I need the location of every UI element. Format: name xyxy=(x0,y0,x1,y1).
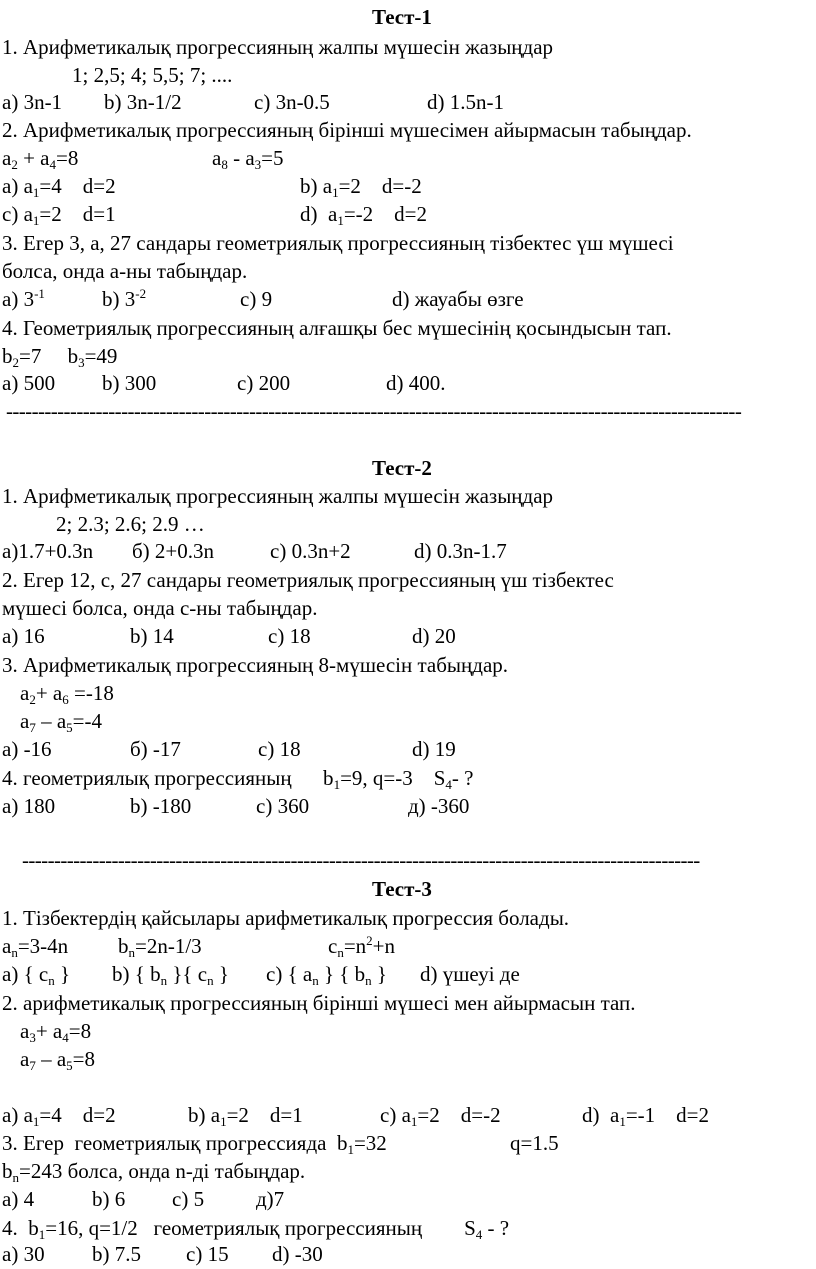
test1-q1-sequence: 1; 2,5; 4; 5,5; 7; .... xyxy=(72,63,233,87)
test1-q2-text: 2. Арифметикалық прогрессияның бірінші мүшесімен айырмасын табыңдар. xyxy=(2,118,692,142)
test2-q2-option-d[interactable]: d) 20 xyxy=(412,624,456,648)
test2-q3-option-d[interactable]: d) 19 xyxy=(412,737,456,761)
test3-title: Тест-3 xyxy=(372,877,432,901)
test1-q2-option-b[interactable]: b) $a_1=2$ d=-2 xyxy=(300,174,422,200)
test3-q2-option-d[interactable]: d) $a_1=-1$ d=2 xyxy=(582,1103,710,1129)
test3-q2-option-a[interactable]: a) $a_1=4$ d=2 xyxy=(2,1103,116,1129)
test2-title: Тест-2 xyxy=(372,456,432,480)
test2-q3-condition-1: $a_2+ a_6 =-18$ xyxy=(20,681,114,707)
test3-q1-option-c[interactable]: c) { $a_n$ } { $b_n$ } xyxy=(266,962,387,988)
test1-q3-text-2: болса, онда a-ны табыңдар. xyxy=(2,259,248,283)
test2-q3-option-a[interactable]: a) -16 xyxy=(2,737,52,761)
test3-q3-option-c[interactable]: c) 5 xyxy=(172,1187,205,1211)
test2-q3-option-b[interactable]: б) -17 xyxy=(130,737,181,761)
test2-q1-option-d[interactable]: d) 0.3n-1.7 xyxy=(414,539,507,563)
test2-q3-option-c[interactable]: c) 18 xyxy=(258,737,301,761)
test1-q3-text-1: 3. Егер 3, a, 27 сандары геометриялық прогрессияның тізбектес үш мүшесі xyxy=(2,231,674,255)
test3-q3-option-b[interactable]: b) 6 xyxy=(92,1187,126,1211)
test2-q2-option-c[interactable]: c) 18 xyxy=(268,624,311,648)
test3-q1-sequence-c: $c_n=n^2+n$ xyxy=(328,933,396,960)
test2-q2-text-2: мүшесі болса, онда c-ны табыңдар. xyxy=(2,596,318,620)
test3-q2-condition-2: $a_7 - a_5=8$ xyxy=(20,1047,95,1073)
test1-q1-option-a[interactable]: a) 3n-1 xyxy=(2,90,63,114)
test3-q2-option-c[interactable]: c) $a_1=2$ d=-2 xyxy=(380,1103,501,1129)
separator-2: ---------------------------------------------------------------------------------------------------------- xyxy=(22,848,700,872)
test1-q1-option-b[interactable]: b) 3n-1/2 xyxy=(104,90,182,114)
test1-q4-option-d[interactable]: d) 400. xyxy=(386,371,446,395)
test3-q2-condition-1: $a_3+ a_4=8$ xyxy=(20,1019,92,1045)
test3-q1-option-d[interactable]: d) үшеуі де xyxy=(420,962,520,986)
test1-q4-condition: $b_2=7$ $b_3=49$ xyxy=(2,344,118,370)
test3-q3-ratio: q=1.5 xyxy=(510,1131,559,1155)
test1-q2-option-a[interactable]: a) $a_1=4$ d=2 xyxy=(2,174,116,200)
test1-q4-option-a[interactable]: a) 500 xyxy=(2,371,56,395)
test3-q1-sequence-a: $a_n=3-4n$ xyxy=(2,934,69,960)
test2-q2-option-a[interactable]: a) 16 xyxy=(2,624,45,648)
test1-q4-text: 4. Геометриялық прогрессияның алғашқы бес мүшесінің қосындысын тап. xyxy=(2,316,672,340)
test2-q1-sequence: 2; 2.3; 2.6; 2.9 … xyxy=(56,512,205,536)
test2-q1-option-a[interactable]: a)1.7+0.3n xyxy=(2,539,94,563)
test2-q1-option-c[interactable]: c) 0.3n+2 xyxy=(270,539,351,563)
test1-q4-option-c[interactable]: c) 200 xyxy=(237,371,291,395)
separator-1: ------------------------------------------------------------------------------------------------------------------- xyxy=(6,399,742,423)
test1-q2-option-c[interactable]: c) $a_1=2$ d=1 xyxy=(2,202,116,228)
test3-q4-option-c[interactable]: c) 15 xyxy=(186,1242,229,1266)
test2-q4-option-a[interactable]: a) 180 xyxy=(2,794,56,818)
test1-q1-text: 1. Арифметикалық прогрессияның жалпы мүшесін жазыңдар xyxy=(2,35,554,59)
test1-q2-condition-1: $a_2 + a_4=8$ xyxy=(2,146,79,172)
test1-q2-option-d[interactable]: d) $a_1=-2$ d=2 xyxy=(300,202,428,228)
test2-q1-option-b[interactable]: б) 2+0.3n xyxy=(132,539,215,563)
test3-q4-option-d[interactable]: d) -30 xyxy=(272,1242,323,1266)
test2-q4-option-c[interactable]: c) 360 xyxy=(256,794,310,818)
test1-q3-option-c[interactable]: c) 9 xyxy=(240,287,273,311)
test1-q1-option-c[interactable]: c) 3n-0.5 xyxy=(254,90,330,114)
test2-q3-text: 3. Арифметикалық прогрессияның 8-мүшесін табыңдар. xyxy=(2,653,509,677)
test3-q1-option-b[interactable]: b) { $b_n$ }{ $c_n$ } xyxy=(112,962,229,988)
test3-q2-text: 2. арифметикалық прогрессияның бірінші мүшесі мен айырмасын тап. xyxy=(2,991,636,1015)
test3-q1-sequence-b: $b_n=2n-1/3$ xyxy=(118,934,202,960)
test3-q1-text: 1. Тізбектердің қайсылары арифметикалық прогрессия болады. xyxy=(2,906,570,930)
test3-q3-option-d[interactable]: д)7 xyxy=(256,1187,285,1211)
test3-q1-option-a[interactable]: a) { $c_n$ } xyxy=(2,962,71,988)
test1-q4-option-b[interactable]: b) 300 xyxy=(102,371,157,395)
test1-q3-option-d[interactable]: d) жауабы өзге xyxy=(392,287,524,311)
test1-q3-option-a[interactable]: a) $3^{-1}$ xyxy=(2,286,45,311)
test1-q3-option-b[interactable]: b) $3^{-2}$ xyxy=(102,286,147,311)
test2-q2-text-1: 2. Егер 12, c, 27 сандары геометриялық прогрессияның үш тізбектес xyxy=(2,568,614,592)
test2-q4-text: 4. геометриялық прогрессияның $b_1=9$, q=-3 $S_4-$ ? xyxy=(2,766,474,792)
test1-q2-condition-2: $a_8 - a_3=5$ xyxy=(212,146,284,172)
test1-title: Тест-1 xyxy=(372,5,432,29)
test2-q1-text: 1. Арифметикалық прогрессияның жалпы мүшесін жазыңдар xyxy=(2,484,554,508)
test2-q4-option-d[interactable]: д) -360 xyxy=(408,794,470,818)
test3-q3-text-2: $b_n=243$ болса, онда n-ді табыңдар. xyxy=(2,1159,306,1185)
test3-q4-option-b[interactable]: b) 7.5 xyxy=(92,1242,141,1266)
test3-q4-text: 4. $b_1=16$, q=1/2 геометриялық прогрессияның $S_4$ - ? xyxy=(2,1216,510,1242)
test3-q3-text-1: 3. Егер геометриялық прогрессияда $b_1=32$ xyxy=(2,1131,387,1157)
test3-q4-option-a[interactable]: a) 30 xyxy=(2,1242,45,1266)
test2-q4-option-b[interactable]: b) -180 xyxy=(130,794,192,818)
test3-q3-option-a[interactable]: a) 4 xyxy=(2,1187,35,1211)
test1-q1-option-d[interactable]: d) 1.5n-1 xyxy=(427,90,504,114)
test2-q2-option-b[interactable]: b) 14 xyxy=(130,624,174,648)
test3-q2-option-b[interactable]: b) $a_1=2$ d=1 xyxy=(188,1103,303,1129)
test2-q3-condition-2: $a_7 - a_5=-4$ xyxy=(20,709,102,735)
